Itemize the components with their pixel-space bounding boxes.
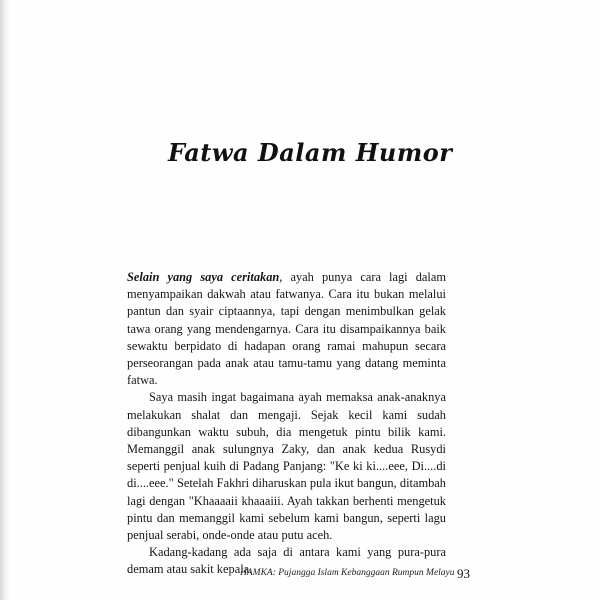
- paragraph-2: Saya masih ingat bagaimana ayah memaksa anak-anaknya melakukan shalat dan mengaji. Sejak kecil kami sudah dibangunkan waktu subuh, dia mengetuk pintu bilik kami. Memanggil anak sulungnya Zaky, dan anak kedua Rusydi seperti penjual kuih di Padang Panjang: "Ke ki ki....eee, Di....di di....eee." Setelah Fakhri diharuskan pula ikut bangun, ditambah lagi dengan "Khaaaaii khaaaiii. Ayah takkan berhenti mengetuk pintu dan memanggil kami sebelum kami bangun, seperti lagu penjual serabi, onde-onde atau putu aceh.: [127, 390, 446, 543]
- page-number: 93: [457, 566, 470, 581]
- running-head: HAMKA: Pujangga Islam Kebanggaan Rumpun Melayu: [240, 568, 455, 578]
- body-text: [127, 269, 446, 579]
- page-footer: [240, 566, 470, 582]
- chapter-title: Fatwa Dalam Humor: [168, 138, 453, 167]
- paragraph-lead-phrase: Selain yang saya ceritakan: [127, 270, 280, 284]
- paragraph-1: [127, 269, 446, 389]
- page-gutter-shadow: [0, 0, 10, 600]
- paragraph-3: Kadang-kadang ada saja di antara kami yang pura-pura demam atau sakit kepala.: [127, 545, 446, 577]
- paragraph-1-text: , ayah punya cara lagi dalam menyampaikan dakwah atau fatwanya. Cara itu bukan melalui pantun dan syair ciptaannya, tapi dengan menimbulkan gelak tawa orang yang mendengarnya. Cara itu disampaikannya baik sewaktu berpidato di hadapan orang ramai mahupun secara perseorangan pada anak atau tamu-tamu yang datang meminta fatwa.: [127, 270, 446, 388]
